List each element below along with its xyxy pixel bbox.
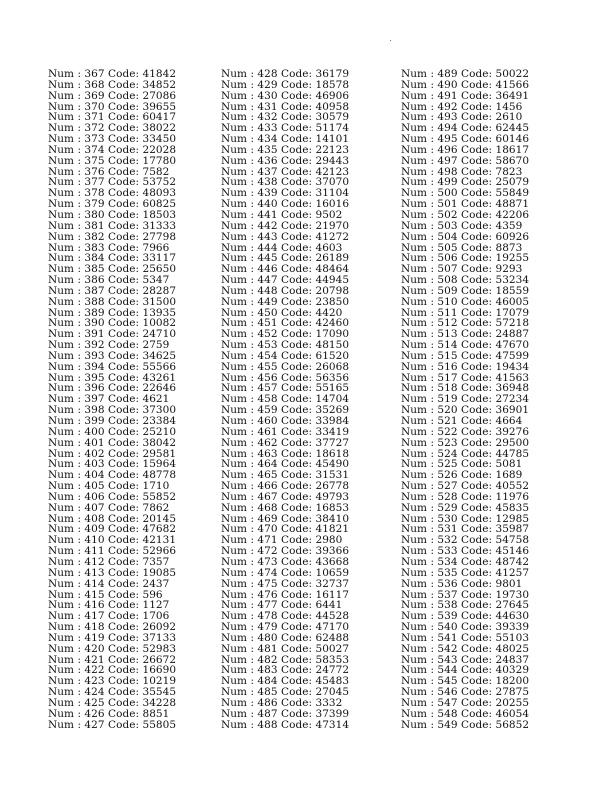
code-entry: Num : 507 Code: 9293 — [401, 263, 523, 276]
code-entry: Num : 539 Code: 44630 — [401, 610, 530, 623]
code-entry: Num : 519 Code: 27234 — [401, 393, 530, 406]
code-entry: Num : 476 Code: 16117 — [221, 588, 350, 601]
code-entry: Num : 399 Code: 23384 — [48, 415, 177, 427]
code-entry: Num : 393 Code: 34625 — [48, 349, 177, 362]
code-entry: Num : 369 Code: 27086 — [48, 89, 177, 102]
code-entry: Num : 438 Code: 37070 — [221, 176, 350, 189]
code-entry: Num : 470 Code: 41821 — [221, 523, 350, 536]
code-entry: Num : 436 Code: 29443 — [221, 154, 350, 167]
code-entry: Num : 423 Code: 10219 — [48, 675, 177, 688]
code-entry: Num : 520 Code: 36901 — [401, 404, 530, 417]
code-entry: Num : 522 Code: 39276 — [401, 425, 530, 438]
code-entry: Num : 482 Code: 58353 — [221, 653, 350, 666]
code-entry: Num : 377 Code: 53752 — [48, 176, 177, 189]
code-entry: Num : 424 Code: 35545 — [48, 686, 177, 699]
code-entry: Num : 469 Code: 38410 — [221, 512, 350, 525]
code-entry: Num : 537 Code: 19730 — [401, 588, 530, 601]
code-entry: Num : 503 Code: 4359 — [401, 219, 523, 232]
code-entry: Num : 538 Code: 27645 — [401, 599, 530, 612]
code-entry: Num : 433 Code: 51174 — [221, 122, 350, 135]
code-entry: Num : 425 Code: 34228 — [48, 696, 177, 709]
code-entry: Num : 466 Code: 26778 — [221, 480, 350, 493]
code-entry: Num : 401 Code: 38042 — [48, 436, 177, 449]
code-entry: Num : 513 Code: 24887 — [401, 328, 530, 341]
code-entry: Num : 491 Code: 36491 — [401, 89, 530, 102]
code-entry: Num : 407 Code: 7862 — [48, 501, 170, 514]
code-entry: Num : 437 Code: 42123 — [221, 165, 350, 178]
code-entry: Num : 376 Code: 7582 — [48, 165, 170, 178]
code-entry: Num : 454 Code: 61520 — [221, 349, 350, 362]
code-entry: Num : 373 Code: 33450 — [48, 133, 177, 146]
code-entry: Num : 486 Code: 3332 — [221, 696, 343, 709]
code-entry: Num : 523 Code: 29500 — [401, 436, 530, 449]
code-entry: Num : 497 Code: 58670 — [401, 154, 530, 167]
code-entry: Num : 530 Code: 12985 — [401, 512, 530, 525]
code-entry: Num : 495 Code: 60146 — [401, 133, 530, 146]
code-entry: Num : 435 Code: 22123 — [221, 143, 350, 156]
code-entry: Num : 516 Code: 19434 — [401, 360, 530, 373]
code-entry: Num : 416 Code: 1127 — [48, 599, 170, 612]
code-entry: Num : 452 Code: 17090 — [221, 328, 350, 341]
code-entry: Num : 402 Code: 29581 — [48, 447, 177, 460]
code-entry: Num : 511 Code: 17079 — [401, 306, 530, 319]
code-entry: Num : 439 Code: 31104 — [221, 187, 350, 200]
code-entry: Num : 502 Code: 42206 — [401, 208, 530, 221]
code-entry: Num : 397 Code: 4621 — [48, 393, 170, 406]
code-entry: Num : 548 Code: 46054 — [401, 707, 530, 720]
code-entry: Num : 406 Code: 55852 — [48, 490, 177, 503]
code-entry: Num : 427 Code: 55805 — [48, 718, 177, 731]
code-entry: Num : 492 Code: 1456 — [401, 100, 523, 113]
code-entry: Num : 390 Code: 10082 — [48, 317, 177, 330]
code-entry: Num : 384 Code: 33117 — [48, 252, 177, 265]
code-entry: Num : 494 Code: 62445 — [401, 122, 530, 135]
code-entry: Num : 533 Code: 45146 — [401, 545, 530, 558]
code-entry: Num : 478 Code: 44528 — [221, 610, 350, 623]
code-list-column-3 — [401, 69, 571, 730]
code-entry: Num : 459 Code: 35269 — [221, 404, 350, 417]
code-entry: Num : 529 Code: 45835 — [401, 501, 530, 514]
code-entry: Num : 370 Code: 39655 — [48, 100, 177, 113]
code-entry: Num : 515 Code: 47599 — [401, 349, 530, 362]
code-entry: Num : 509 Code: 18559 — [401, 284, 530, 297]
code-entry: Num : 428 Code: 36179 — [221, 68, 350, 80]
code-entry: Num : 490 Code: 41566 — [401, 78, 530, 91]
code-entry: Num : 464 Code: 45490 — [221, 458, 350, 471]
code-entry: Num : 381 Code: 31333 — [48, 219, 177, 232]
code-entry: Num : 443 Code: 41272 — [221, 230, 350, 243]
code-entry: Num : 400 Code: 25210 — [48, 425, 177, 438]
code-entry: Num : 517 Code: 41563 — [401, 371, 530, 384]
code-entry: Num : 450 Code: 4420 — [221, 306, 343, 319]
code-entry: Num : 378 Code: 48093 — [48, 187, 177, 200]
code-entry: Num : 468 Code: 16853 — [221, 501, 350, 514]
code-entry: Num : 479 Code: 47170 — [221, 621, 350, 634]
code-entry: Num : 472 Code: 39366 — [221, 545, 350, 558]
code-entry: Num : 389 Code: 13935 — [48, 306, 177, 319]
code-entry: Num : 512 Code: 57218 — [401, 317, 530, 330]
code-entry: Num : 505 Code: 8873 — [401, 241, 523, 254]
code-entry: Num : 547 Code: 20255 — [401, 696, 530, 709]
code-entry: Num : 442 Code: 21970 — [221, 219, 350, 232]
code-entry: Num : 372 Code: 38022 — [48, 122, 177, 135]
code-entry: Num : 488 Code: 47314 — [221, 718, 350, 731]
code-entry: Num : 489 Code: 50022 — [401, 68, 530, 80]
code-entry: Num : 418 Code: 26092 — [48, 621, 177, 634]
code-entry: Num : 526 Code: 1689 — [401, 469, 523, 482]
code-entry: Num : 477 Code: 6441 — [221, 599, 343, 612]
code-entry: Num : 549 Code: 56852 — [401, 718, 530, 731]
code-entry: Num : 528 Code: 11976 — [401, 490, 530, 503]
code-entry: Num : 456 Code: 56356 — [221, 371, 350, 384]
code-entry: Num : 540 Code: 39339 — [401, 621, 530, 634]
code-entry: Num : 429 Code: 18578 — [221, 78, 350, 91]
code-entry: Num : 462 Code: 37727 — [221, 436, 350, 449]
code-entry: Num : 546 Code: 27875 — [401, 686, 530, 699]
code-entry: Num : 417 Code: 1706 — [48, 610, 170, 623]
code-entry: Num : 471 Code: 2980 — [221, 534, 343, 547]
code-entry: Num : 527 Code: 40552 — [401, 480, 530, 493]
code-entry: Num : 422 Code: 16690 — [48, 664, 177, 677]
code-entry: Num : 379 Code: 60825 — [48, 198, 177, 211]
code-entry: Num : 394 Code: 55566 — [48, 360, 177, 373]
code-entry: Num : 460 Code: 33984 — [221, 415, 350, 427]
code-entry: Num : 525 Code: 5081 — [401, 458, 523, 471]
code-entry: Num : 385 Code: 25650 — [48, 263, 177, 276]
code-entry: Num : 431 Code: 40958 — [221, 100, 350, 113]
code-entry: Num : 467 Code: 49793 — [221, 490, 350, 503]
code-entry: Num : 455 Code: 26068 — [221, 360, 350, 373]
code-entry: Num : 410 Code: 42131 — [48, 534, 177, 547]
code-entry: Num : 493 Code: 2610 — [401, 111, 523, 124]
code-entry: Num : 444 Code: 4603 — [221, 241, 343, 254]
code-entry: Num : 449 Code: 23850 — [221, 295, 350, 308]
code-entry: Num : 434 Code: 14101 — [221, 133, 350, 146]
code-entry: Num : 380 Code: 18503 — [48, 208, 177, 221]
code-entry: Num : 403 Code: 15964 — [48, 458, 177, 471]
code-entry: Num : 481 Code: 50027 — [221, 642, 350, 655]
code-entry: Num : 521 Code: 4664 — [401, 415, 523, 427]
code-entry: Num : 392 Code: 2759 — [48, 339, 170, 352]
code-entry: Num : 447 Code: 44945 — [221, 274, 350, 287]
code-entry: Num : 473 Code: 43668 — [221, 555, 350, 568]
code-entry: Num : 430 Code: 46906 — [221, 89, 350, 102]
code-entry: Num : 414 Code: 2437 — [48, 577, 170, 590]
code-entry: Num : 465 Code: 31531 — [221, 469, 350, 482]
code-entry: Num : 524 Code: 44785 — [401, 447, 530, 460]
code-entry: Num : 388 Code: 31500 — [48, 295, 177, 308]
code-entry: Num : 368 Code: 34852 — [48, 78, 177, 91]
code-entry: Num : 532 Code: 54758 — [401, 534, 530, 547]
code-entry: Num : 536 Code: 9801 — [401, 577, 523, 590]
code-entry: Num : 432 Code: 30579 — [221, 111, 350, 124]
code-entry: Num : 387 Code: 28287 — [48, 284, 177, 297]
code-entry: Num : 514 Code: 47670 — [401, 339, 530, 352]
code-entry: Num : 395 Code: 43261 — [48, 371, 177, 384]
code-entry: Num : 545 Code: 18200 — [401, 675, 530, 688]
code-entry: Num : 419 Code: 37133 — [48, 631, 177, 644]
code-entry: Num : 506 Code: 19255 — [401, 252, 530, 265]
code-entry: Num : 441 Code: 9502 — [221, 208, 343, 221]
code-entry: Num : 367 Code: 41842 — [48, 68, 177, 80]
code-entry: Num : 474 Code: 10659 — [221, 566, 350, 579]
code-entry: Num : 499 Code: 25079 — [401, 176, 530, 189]
code-entry: Num : 413 Code: 19085 — [48, 566, 177, 579]
code-entry: Num : 458 Code: 14704 — [221, 393, 350, 406]
code-entry: Num : 446 Code: 48464 — [221, 263, 350, 276]
code-entry: Num : 534 Code: 48742 — [401, 555, 530, 568]
code-entry: Num : 404 Code: 48778 — [48, 469, 177, 482]
code-entry: Num : 496 Code: 18617 — [401, 143, 530, 156]
code-entry: Num : 463 Code: 18618 — [221, 447, 350, 460]
code-entry: Num : 498 Code: 7823 — [401, 165, 523, 178]
code-entry: Num : 457 Code: 55165 — [221, 382, 350, 395]
code-entry: Num : 510 Code: 46005 — [401, 295, 530, 308]
code-entry: Num : 371 Code: 60417 — [48, 111, 177, 124]
code-entry: Num : 448 Code: 20798 — [221, 284, 350, 297]
code-entry: Num : 451 Code: 42460 — [221, 317, 350, 330]
code-entry: Num : 412 Code: 7357 — [48, 555, 170, 568]
code-entry: Num : 518 Code: 36948 — [401, 382, 530, 395]
code-entry: Num : 391 Code: 24710 — [48, 328, 177, 341]
code-list-column-2 — [221, 69, 391, 730]
code-entry: Num : 543 Code: 24837 — [401, 653, 530, 666]
code-entry: Num : 398 Code: 37300 — [48, 404, 177, 417]
code-entry: Num : 409 Code: 47682 — [48, 523, 177, 536]
code-entry: Num : 426 Code: 8851 — [48, 707, 170, 720]
code-entry: Num : 500 Code: 55849 — [401, 187, 530, 200]
code-entry: Num : 420 Code: 52983 — [48, 642, 177, 655]
code-entry: Num : 396 Code: 22646 — [48, 382, 177, 395]
code-entry: Num : 453 Code: 48150 — [221, 339, 350, 352]
code-entry: Num : 504 Code: 60926 — [401, 230, 530, 243]
code-entry: Num : 544 Code: 40329 — [401, 664, 530, 677]
code-entry: Num : 375 Code: 17780 — [48, 154, 177, 167]
code-entry: Num : 440 Code: 16016 — [221, 198, 350, 211]
code-entry: Num : 421 Code: 26672 — [48, 653, 177, 666]
code-entry: Num : 374 Code: 22028 — [48, 143, 177, 156]
code-entry: Num : 483 Code: 24772 — [221, 664, 350, 677]
code-entry: Num : 475 Code: 32737 — [221, 577, 350, 590]
code-entry: Num : 501 Code: 48871 — [401, 198, 530, 211]
code-entry: Num : 484 Code: 45483 — [221, 675, 350, 688]
code-entry: Num : 480 Code: 62488 — [221, 631, 350, 644]
code-entry: Num : 535 Code: 41257 — [401, 566, 530, 579]
code-entry: Num : 445 Code: 26189 — [221, 252, 350, 265]
code-entry: Num : 408 Code: 20145 — [48, 512, 177, 525]
code-list-column-1 — [48, 69, 218, 730]
code-entry: Num : 542 Code: 48025 — [401, 642, 530, 655]
code-entry: Num : 485 Code: 27045 — [221, 686, 350, 699]
code-entry: Num : 386 Code: 5347 — [48, 274, 170, 287]
code-entry: Num : 541 Code: 55103 — [401, 631, 530, 644]
code-entry: Num : 411 Code: 52966 — [48, 545, 177, 558]
code-entry: Num : 508 Code: 53234 — [401, 274, 530, 287]
code-entry: Num : 487 Code: 37399 — [221, 707, 350, 720]
code-entry: Num : 461 Code: 33419 — [221, 425, 350, 438]
scan-speck — [390, 40, 391, 41]
code-entry: Num : 405 Code: 1710 — [48, 480, 170, 493]
code-entry: Num : 415 Code: 596 — [48, 588, 163, 601]
code-entry: Num : 383 Code: 7966 — [48, 241, 170, 254]
code-entry: Num : 382 Code: 27798 — [48, 230, 177, 243]
code-entry: Num : 531 Code: 35987 — [401, 523, 530, 536]
